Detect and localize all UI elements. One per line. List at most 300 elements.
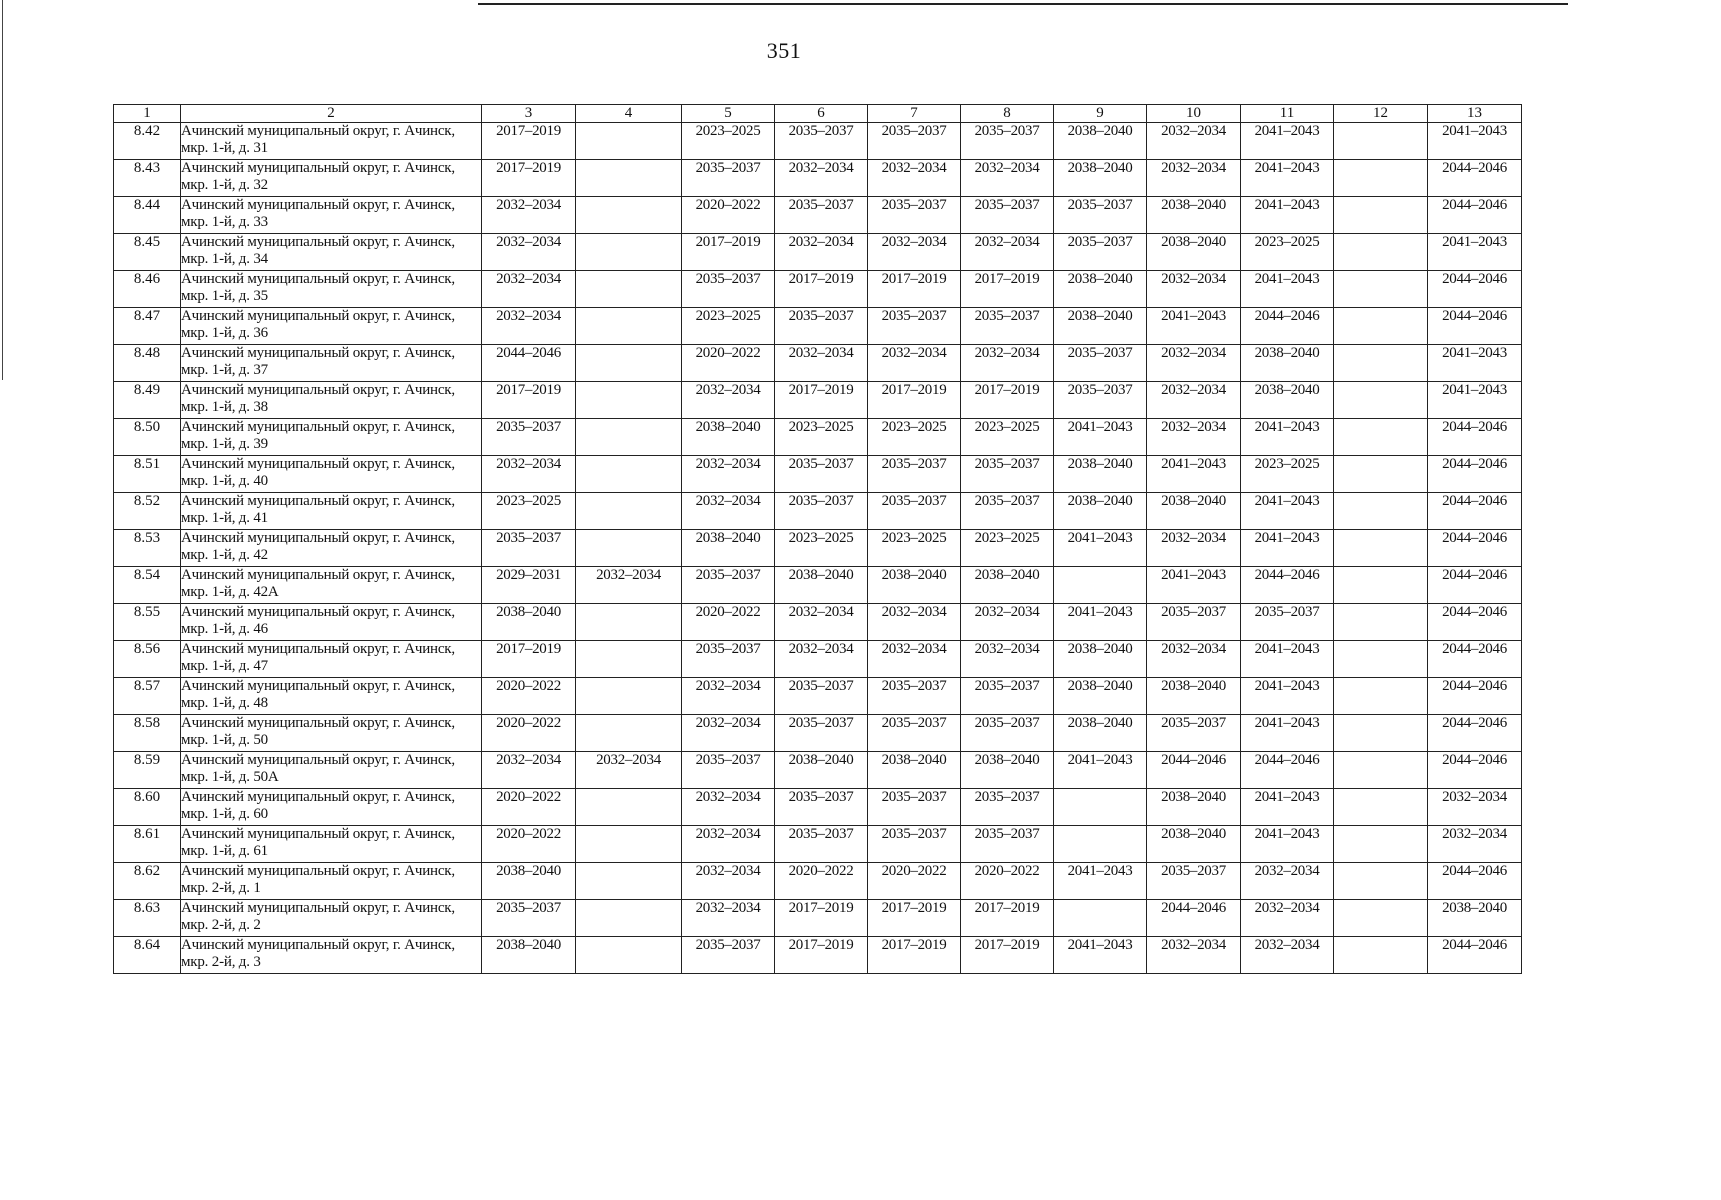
period-cell-3: 2017–2019	[482, 641, 576, 678]
period-cell-12	[1334, 345, 1428, 382]
period-cell-10: 2032–2034	[1147, 345, 1241, 382]
period-cell-10: 2035–2037	[1147, 604, 1241, 641]
period-cell-4	[576, 826, 682, 863]
table-row	[114, 530, 1522, 567]
period-cell-9: 2041–2043	[1054, 752, 1147, 789]
column-header: 13	[1428, 105, 1522, 123]
period-cell-12	[1334, 308, 1428, 345]
period-cell-8: 2032–2034	[961, 604, 1054, 641]
period-cell-7: 2035–2037	[868, 308, 961, 345]
address-line-2: мкр. 1-й, д. 60	[181, 806, 268, 822]
period-cell-12	[1334, 900, 1428, 937]
period-cell-6: 2035–2037	[775, 197, 868, 234]
period-cell-7: 2017–2019	[868, 900, 961, 937]
address-cell	[181, 863, 482, 900]
row-number: 8.61	[114, 826, 181, 863]
period-cell-4	[576, 234, 682, 271]
address-line-2: мкр. 1-й, д. 35	[181, 288, 268, 304]
address-cell	[181, 715, 482, 752]
period-cell-12	[1334, 493, 1428, 530]
address-line-2: мкр. 2-й, д. 1	[181, 880, 261, 896]
period-cell-12	[1334, 937, 1428, 974]
period-cell-6: 2023–2025	[775, 530, 868, 567]
period-cell-3: 2020–2022	[482, 678, 576, 715]
period-cell-6: 2038–2040	[775, 567, 868, 604]
period-cell-13: 2041–2043	[1428, 123, 1522, 160]
period-cell-10: 2038–2040	[1147, 197, 1241, 234]
period-cell-8: 2017–2019	[961, 900, 1054, 937]
period-cell-13: 2041–2043	[1428, 382, 1522, 419]
period-cell-7: 2032–2034	[868, 160, 961, 197]
address-line-2: мкр. 1-й, д. 39	[181, 436, 268, 452]
column-header: 12	[1334, 105, 1428, 123]
period-cell-10: 2032–2034	[1147, 382, 1241, 419]
address-cell	[181, 604, 482, 641]
address-line-1: Ачинский муниципальный округ, г. Ачинск,	[181, 567, 455, 583]
period-cell-11: 2041–2043	[1241, 715, 1334, 752]
table-row	[114, 567, 1522, 604]
period-cell-7: 2035–2037	[868, 678, 961, 715]
address-line-1: Ачинский муниципальный округ, г. Ачинск,	[181, 900, 455, 916]
period-cell-4	[576, 308, 682, 345]
address-line-1: Ачинский муниципальный округ, г. Ачинск,	[181, 715, 455, 731]
period-cell-3: 2035–2037	[482, 530, 576, 567]
period-cell-13: 2032–2034	[1428, 789, 1522, 826]
period-cell-6: 2017–2019	[775, 271, 868, 308]
row-number: 8.42	[114, 123, 181, 160]
period-cell-5: 2038–2040	[682, 530, 775, 567]
table-row	[114, 456, 1522, 493]
address-cell	[181, 271, 482, 308]
period-cell-4: 2032–2034	[576, 752, 682, 789]
header-row	[114, 105, 1522, 123]
address-line-2: мкр. 1-й, д. 50А	[181, 769, 279, 785]
period-cell-10: 2041–2043	[1147, 456, 1241, 493]
period-cell-3: 2038–2040	[482, 863, 576, 900]
address-line-1: Ачинский муниципальный округ, г. Ачинск,	[181, 604, 455, 620]
period-cell-9: 2041–2043	[1054, 937, 1147, 974]
period-cell-7: 2017–2019	[868, 271, 961, 308]
period-cell-8: 2032–2034	[961, 641, 1054, 678]
period-cell-7: 2032–2034	[868, 641, 961, 678]
period-cell-11: 2044–2046	[1241, 752, 1334, 789]
table-row	[114, 419, 1522, 456]
page-number: 351	[766, 38, 802, 63]
column-header: 8	[961, 105, 1054, 123]
period-cell-3: 2035–2037	[482, 419, 576, 456]
address-line-1: Ачинский муниципальный округ, г. Ачинск,	[181, 530, 455, 546]
schedule-table	[113, 104, 1522, 974]
period-cell-11: 2041–2043	[1241, 789, 1334, 826]
period-cell-12	[1334, 530, 1428, 567]
period-cell-3: 2017–2019	[482, 123, 576, 160]
period-cell-4	[576, 641, 682, 678]
period-cell-10: 2032–2034	[1147, 123, 1241, 160]
period-cell-12	[1334, 456, 1428, 493]
address-line-2: мкр. 1-й, д. 37	[181, 362, 268, 378]
period-cell-10: 2041–2043	[1147, 567, 1241, 604]
column-header: 11	[1241, 105, 1334, 123]
period-cell-6: 2038–2040	[775, 752, 868, 789]
period-cell-11: 2041–2043	[1241, 419, 1334, 456]
address-line-1: Ачинский муниципальный округ, г. Ачинск,	[181, 234, 455, 250]
period-cell-11: 2044–2046	[1241, 308, 1334, 345]
period-cell-7: 2035–2037	[868, 789, 961, 826]
period-cell-9: 2035–2037	[1054, 234, 1147, 271]
period-cell-11: 2041–2043	[1241, 493, 1334, 530]
period-cell-8: 2032–2034	[961, 160, 1054, 197]
period-cell-13: 2044–2046	[1428, 678, 1522, 715]
row-number: 8.53	[114, 530, 181, 567]
period-cell-8: 2035–2037	[961, 826, 1054, 863]
period-cell-7: 2023–2025	[868, 419, 961, 456]
period-cell-12	[1334, 863, 1428, 900]
period-cell-3: 2032–2034	[482, 234, 576, 271]
period-cell-13: 2038–2040	[1428, 900, 1522, 937]
period-cell-12	[1334, 382, 1428, 419]
column-header: 5	[682, 105, 775, 123]
address-line-1: Ачинский муниципальный округ, г. Ачинск,	[181, 752, 455, 768]
period-cell-13: 2044–2046	[1428, 937, 1522, 974]
period-cell-12	[1334, 604, 1428, 641]
period-cell-12	[1334, 160, 1428, 197]
period-cell-3: 2044–2046	[482, 345, 576, 382]
period-cell-8: 2035–2037	[961, 197, 1054, 234]
period-cell-4	[576, 160, 682, 197]
period-cell-12	[1334, 419, 1428, 456]
period-cell-7: 2023–2025	[868, 530, 961, 567]
period-cell-3: 2035–2037	[482, 900, 576, 937]
period-cell-6: 2023–2025	[775, 419, 868, 456]
period-cell-9: 2038–2040	[1054, 308, 1147, 345]
period-cell-5: 2035–2037	[682, 271, 775, 308]
period-cell-4	[576, 419, 682, 456]
table-row	[114, 123, 1522, 160]
period-cell-3: 2020–2022	[482, 715, 576, 752]
period-cell-8: 2035–2037	[961, 456, 1054, 493]
address-line-2: мкр. 1-й, д. 50	[181, 732, 268, 748]
period-cell-3: 2032–2034	[482, 197, 576, 234]
row-number: 8.55	[114, 604, 181, 641]
period-cell-7: 2020–2022	[868, 863, 961, 900]
table-row	[114, 752, 1522, 789]
period-cell-5: 2035–2037	[682, 567, 775, 604]
period-cell-4	[576, 197, 682, 234]
period-cell-8: 2035–2037	[961, 789, 1054, 826]
address-line-1: Ачинский муниципальный округ, г. Ачинск,	[181, 160, 455, 176]
period-cell-10: 2032–2034	[1147, 271, 1241, 308]
period-cell-4	[576, 456, 682, 493]
address-line-2: мкр. 1-й, д. 42А	[181, 584, 279, 600]
period-cell-11: 2035–2037	[1241, 604, 1334, 641]
period-cell-9: 2041–2043	[1054, 530, 1147, 567]
period-cell-6: 2035–2037	[775, 715, 868, 752]
address-cell	[181, 456, 482, 493]
period-cell-5: 2017–2019	[682, 234, 775, 271]
period-cell-8: 2035–2037	[961, 493, 1054, 530]
period-cell-10: 2038–2040	[1147, 826, 1241, 863]
row-number: 8.50	[114, 419, 181, 456]
address-line-1: Ачинский муниципальный округ, г. Ачинск,	[181, 345, 455, 361]
period-cell-6: 2035–2037	[775, 308, 868, 345]
address-line-2: мкр. 1-й, д. 31	[181, 140, 268, 156]
period-cell-5: 2032–2034	[682, 900, 775, 937]
period-cell-10: 2032–2034	[1147, 641, 1241, 678]
period-cell-10: 2038–2040	[1147, 234, 1241, 271]
period-cell-8: 2020–2022	[961, 863, 1054, 900]
address-line-1: Ачинский муниципальный округ, г. Ачинск,	[181, 826, 455, 842]
period-cell-13: 2044–2046	[1428, 567, 1522, 604]
period-cell-3: 2029–2031	[482, 567, 576, 604]
period-cell-3: 2032–2034	[482, 752, 576, 789]
period-cell-7: 2032–2034	[868, 234, 961, 271]
period-cell-9: 2038–2040	[1054, 678, 1147, 715]
period-cell-8: 2038–2040	[961, 567, 1054, 604]
row-number: 8.44	[114, 197, 181, 234]
address-line-1: Ачинский муниципальный округ, г. Ачинск,	[181, 382, 455, 398]
period-cell-13: 2044–2046	[1428, 271, 1522, 308]
period-cell-5: 2035–2037	[682, 641, 775, 678]
address-line-1: Ачинский муниципальный округ, г. Ачинск,	[181, 271, 455, 287]
period-cell-13: 2044–2046	[1428, 308, 1522, 345]
address-line-1: Ачинский муниципальный округ, г. Ачинск,	[181, 456, 455, 472]
table-row	[114, 715, 1522, 752]
period-cell-8: 2023–2025	[961, 530, 1054, 567]
address-cell	[181, 567, 482, 604]
period-cell-5: 2035–2037	[682, 937, 775, 974]
period-cell-3: 2020–2022	[482, 826, 576, 863]
address-cell	[181, 678, 482, 715]
period-cell-8: 2032–2034	[961, 234, 1054, 271]
period-cell-9: 2038–2040	[1054, 160, 1147, 197]
period-cell-4	[576, 678, 682, 715]
period-cell-5: 2020–2022	[682, 604, 775, 641]
table-row	[114, 234, 1522, 271]
address-cell	[181, 308, 482, 345]
period-cell-4	[576, 900, 682, 937]
period-cell-12	[1334, 641, 1428, 678]
table-row	[114, 271, 1522, 308]
address-cell	[181, 160, 482, 197]
period-cell-13: 2044–2046	[1428, 493, 1522, 530]
table-row	[114, 789, 1522, 826]
period-cell-4	[576, 863, 682, 900]
table-row	[114, 160, 1522, 197]
period-cell-7: 2035–2037	[868, 123, 961, 160]
period-cell-8: 2017–2019	[961, 937, 1054, 974]
period-cell-7: 2038–2040	[868, 752, 961, 789]
address-cell	[181, 345, 482, 382]
period-cell-10: 2032–2034	[1147, 530, 1241, 567]
period-cell-12	[1334, 234, 1428, 271]
address-cell	[181, 789, 482, 826]
period-cell-10: 2035–2037	[1147, 863, 1241, 900]
table-row	[114, 826, 1522, 863]
period-cell-9	[1054, 567, 1147, 604]
period-cell-7: 2035–2037	[868, 493, 961, 530]
period-cell-5: 2032–2034	[682, 456, 775, 493]
address-line-1: Ачинский муниципальный округ, г. Ачинск,	[181, 308, 455, 324]
period-cell-10: 2032–2034	[1147, 160, 1241, 197]
address-cell	[181, 382, 482, 419]
period-cell-13: 2044–2046	[1428, 456, 1522, 493]
period-cell-9: 2041–2043	[1054, 863, 1147, 900]
column-header: 1	[114, 105, 181, 123]
address-line-1: Ачинский муниципальный округ, г. Ачинск,	[181, 197, 455, 213]
period-cell-9: 2038–2040	[1054, 715, 1147, 752]
period-cell-9: 2038–2040	[1054, 641, 1147, 678]
period-cell-9: 2038–2040	[1054, 493, 1147, 530]
table-body	[114, 105, 1522, 974]
period-cell-13: 2044–2046	[1428, 160, 1522, 197]
address-cell	[181, 123, 482, 160]
table-row	[114, 678, 1522, 715]
period-cell-5: 2032–2034	[682, 493, 775, 530]
period-cell-9: 2038–2040	[1054, 271, 1147, 308]
period-cell-3: 2038–2040	[482, 604, 576, 641]
row-number: 8.59	[114, 752, 181, 789]
period-cell-3: 2017–2019	[482, 382, 576, 419]
period-cell-11: 2023–2025	[1241, 456, 1334, 493]
period-cell-5: 2032–2034	[682, 715, 775, 752]
period-cell-9	[1054, 789, 1147, 826]
row-number: 8.56	[114, 641, 181, 678]
period-cell-4	[576, 604, 682, 641]
period-cell-8: 2035–2037	[961, 308, 1054, 345]
period-cell-13: 2041–2043	[1428, 345, 1522, 382]
period-cell-9: 2035–2037	[1054, 197, 1147, 234]
period-cell-3: 2017–2019	[482, 160, 576, 197]
period-cell-11: 2023–2025	[1241, 234, 1334, 271]
period-cell-8: 2035–2037	[961, 678, 1054, 715]
period-cell-11: 2044–2046	[1241, 567, 1334, 604]
column-header: 2	[181, 105, 482, 123]
period-cell-13: 2044–2046	[1428, 197, 1522, 234]
address-line-1: Ачинский муниципальный округ, г. Ачинск,	[181, 678, 455, 694]
period-cell-4	[576, 715, 682, 752]
row-number: 8.49	[114, 382, 181, 419]
period-cell-12	[1334, 123, 1428, 160]
address-line-2: мкр. 1-й, д. 42	[181, 547, 268, 563]
column-header: 4	[576, 105, 682, 123]
period-cell-12	[1334, 789, 1428, 826]
address-line-2: мкр. 1-й, д. 32	[181, 177, 268, 193]
address-cell	[181, 826, 482, 863]
address-line-1: Ачинский муниципальный округ, г. Ачинск,	[181, 493, 455, 509]
period-cell-7: 2035–2037	[868, 715, 961, 752]
period-cell-11: 2032–2034	[1241, 900, 1334, 937]
column-header: 9	[1054, 105, 1147, 123]
period-cell-7: 2017–2019	[868, 937, 961, 974]
address-line-2: мкр. 1-й, д. 47	[181, 658, 268, 674]
period-cell-11: 2041–2043	[1241, 826, 1334, 863]
period-cell-12	[1334, 826, 1428, 863]
period-cell-6: 2035–2037	[775, 456, 868, 493]
address-line-1: Ачинский муниципальный округ, г. Ачинск,	[181, 937, 455, 953]
period-cell-12	[1334, 271, 1428, 308]
address-cell	[181, 530, 482, 567]
period-cell-4	[576, 345, 682, 382]
period-cell-5: 2020–2022	[682, 197, 775, 234]
period-cell-6: 2032–2034	[775, 160, 868, 197]
period-cell-11: 2041–2043	[1241, 123, 1334, 160]
period-cell-5: 2023–2025	[682, 123, 775, 160]
address-cell	[181, 900, 482, 937]
period-cell-5: 2032–2034	[682, 789, 775, 826]
period-cell-6: 2035–2037	[775, 826, 868, 863]
address-line-1: Ачинский муниципальный округ, г. Ачинск,	[181, 863, 455, 879]
period-cell-10: 2038–2040	[1147, 493, 1241, 530]
period-cell-6: 2032–2034	[775, 641, 868, 678]
period-cell-5: 2032–2034	[682, 678, 775, 715]
period-cell-9: 2038–2040	[1054, 123, 1147, 160]
period-cell-5: 2035–2037	[682, 752, 775, 789]
period-cell-11: 2041–2043	[1241, 641, 1334, 678]
column-header: 10	[1147, 105, 1241, 123]
period-cell-6: 2032–2034	[775, 345, 868, 382]
address-line-1: Ачинский муниципальный округ, г. Ачинск,	[181, 419, 455, 435]
period-cell-13: 2044–2046	[1428, 715, 1522, 752]
address-line-2: мкр. 2-й, д. 3	[181, 954, 261, 970]
address-cell	[181, 641, 482, 678]
period-cell-11: 2038–2040	[1241, 382, 1334, 419]
address-cell	[181, 419, 482, 456]
period-cell-11: 2041–2043	[1241, 678, 1334, 715]
period-cell-11: 2038–2040	[1241, 345, 1334, 382]
row-number: 8.51	[114, 456, 181, 493]
period-cell-6: 2017–2019	[775, 900, 868, 937]
period-cell-4	[576, 382, 682, 419]
column-header: 7	[868, 105, 961, 123]
table-row	[114, 197, 1522, 234]
period-cell-9: 2035–2037	[1054, 345, 1147, 382]
table-row	[114, 604, 1522, 641]
table-row	[114, 937, 1522, 974]
period-cell-13: 2044–2046	[1428, 419, 1522, 456]
address-line-2: мкр. 1-й, д. 33	[181, 214, 268, 230]
top-rule	[478, 3, 1568, 5]
period-cell-11: 2032–2034	[1241, 937, 1334, 974]
period-cell-9: 2041–2043	[1054, 604, 1147, 641]
period-cell-5: 2032–2034	[682, 382, 775, 419]
period-cell-8: 2032–2034	[961, 345, 1054, 382]
period-cell-10: 2038–2040	[1147, 789, 1241, 826]
period-cell-8: 2035–2037	[961, 715, 1054, 752]
period-cell-13: 2044–2046	[1428, 752, 1522, 789]
period-cell-10: 2032–2034	[1147, 419, 1241, 456]
address-line-2: мкр. 1-й, д. 41	[181, 510, 268, 526]
period-cell-3: 2020–2022	[482, 789, 576, 826]
row-number: 8.52	[114, 493, 181, 530]
address-line-2: мкр. 1-й, д. 46	[181, 621, 268, 637]
table-row	[114, 345, 1522, 382]
period-cell-7: 2032–2034	[868, 345, 961, 382]
period-cell-13: 2032–2034	[1428, 826, 1522, 863]
period-cell-9: 2038–2040	[1054, 456, 1147, 493]
period-cell-12	[1334, 678, 1428, 715]
table-row	[114, 308, 1522, 345]
period-cell-13: 2044–2046	[1428, 604, 1522, 641]
table-row	[114, 382, 1522, 419]
period-cell-8: 2023–2025	[961, 419, 1054, 456]
period-cell-11: 2032–2034	[1241, 863, 1334, 900]
period-cell-10: 2035–2037	[1147, 715, 1241, 752]
row-number: 8.60	[114, 789, 181, 826]
period-cell-12	[1334, 715, 1428, 752]
period-cell-5: 2035–2037	[682, 160, 775, 197]
period-cell-13: 2044–2046	[1428, 863, 1522, 900]
table-row	[114, 641, 1522, 678]
